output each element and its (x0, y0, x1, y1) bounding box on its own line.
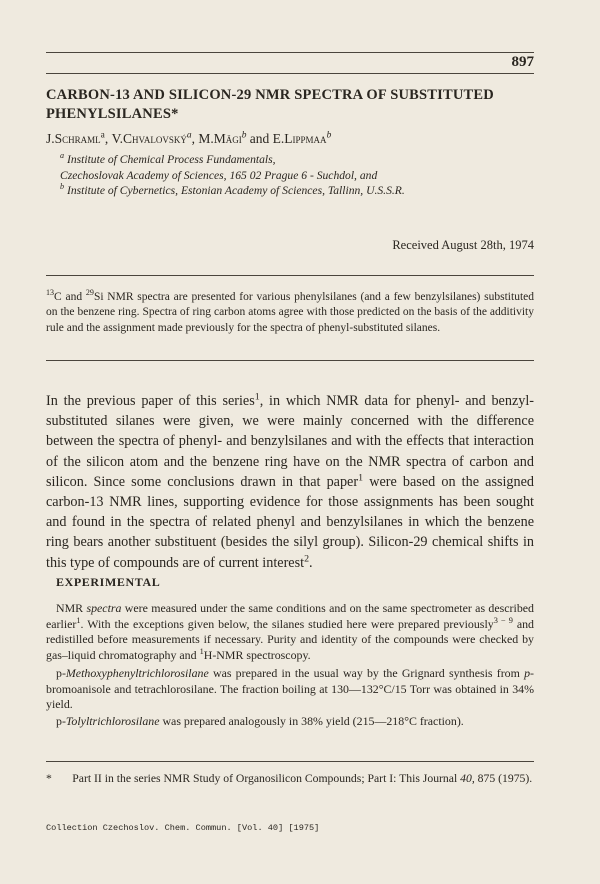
author-1: J.Schraml (46, 131, 101, 146)
author-2: V.Chvalovský (111, 131, 187, 146)
abstract-top-rule (46, 275, 534, 276)
author-list: J.Schraml$^a$, V.Chvalovský$^a$, M.Mägi$^b$ and E.Lippmaa$^b$ (46, 130, 332, 146)
affiliations (60, 152, 530, 199)
author-3: M.Mägi (198, 131, 242, 146)
footnote-rule (46, 761, 534, 762)
experimental-paragraph-2: p-Methoxyphenyltrichlorosilane was prepared in the usual way by the Grignard synthesis from p-bromoanisole and tetrachlorosilane. The fraction boiling at 130—132°C/15 Torr was obtained in 34% yield. (46, 666, 534, 712)
abstract-bottom-rule (46, 360, 534, 361)
footnote: * Part II in the series NMR Study of Organosilicon Compounds; Part I: This Journal 40, 875 (1975). (46, 772, 533, 785)
experimental-paragraph-3: p-Tolyltrichlorosilane was prepared analogously in 38% yield (215—218°C fraction). (56, 714, 464, 728)
received-date: Received August 28th, 1974 (392, 238, 534, 252)
experimental-paragraph-1: NMR spectra were measured under the same conditions and on the same spectrometer as described earlier$^1$. With the exceptions given below, the silanes studied here were prepared previously$^{3 - 9}$ and redistilled before measurements if necessary. Purity and identity of the compounds were checked by gas–liquid chromatography and $^1$H-NMR spectroscopy. (46, 601, 534, 662)
section-heading: EXPERIMENTAL (56, 575, 161, 589)
journal-citation: Collection Czechoslov. Chem. Commun. [Vol. 40] [1975] (46, 823, 320, 833)
top-rule (46, 52, 534, 53)
article-title: CARBON-13 AND SILICON-29 NMR SPECTRA OF SUBSTITUTED PHENYLSILANES* (46, 87, 494, 122)
author-4: E.Lippmaa (272, 131, 327, 146)
affiliation-b: $^b$ Institute of Cybernetics, Estonian Academy of Sciences, Tallinn, U.S.S.R. (60, 182, 405, 197)
abstract: $^{13}$C and $^{29}$Si NMR spectra are presented for various phenylsilanes (and a few benzylsilanes) substituted on the benzene ring. Spectra of ring carbon atoms agree with those predicted on the basis of the additivity rule and the assignment made previously for the spectra of phenyl-substituted silanes. (46, 288, 534, 334)
header-rule (46, 73, 534, 74)
page-number: 897 (511, 54, 534, 70)
affiliation-a-line2: Czechoslovak Academy of Sciences, 165 02 Prague 6 - Suchdol, and (60, 168, 378, 182)
affiliation-a: $^a$ Institute of Chemical Process Fundamentals, (60, 151, 276, 166)
intro-paragraph: In the previous paper of this series$^1$, in which NMR data for phenyl- and benzyl-substituted silanes were given, we were mainly concerned with the difference between the spectra of phenyl- and benzylsilanes and with the effects that interaction of the silicon atom and the benzene ring have on the NMR spectra of carbon and silicon. Since some conclusions drawn in that paper$^1$ were based on the assigned carbon-13 NMR lines, supporting evidence for those assignments has been sought and found in the spectra of related phenyl and benzylsilanes in which the benzene ring bears another substituent (besides the silyl group). Silicon-29 chemical shifts in this type of compounds are of current interest$^2$. (46, 391, 535, 571)
